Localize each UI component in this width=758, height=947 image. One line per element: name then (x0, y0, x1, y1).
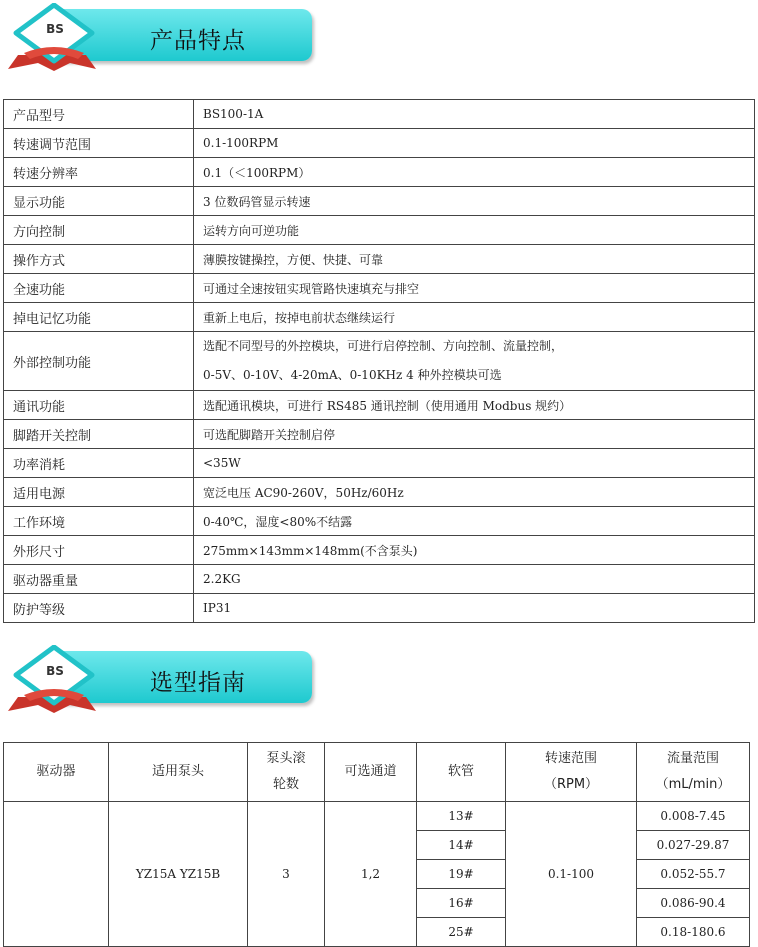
spec-key: 产品型号 (4, 100, 194, 129)
spec-value-line: 选配不同型号的外控模块，可进行启停控制、方向控制、流量控制， (203, 339, 564, 353)
channels-cell: 1,2 (325, 802, 417, 947)
spec-value: 运转方向可逆功能 (194, 216, 755, 245)
tube-cell: 13# (417, 802, 506, 831)
spec-value: 可选配脚踏开关控制启停 (194, 420, 755, 449)
spec-value: 0.1（＜100RPM） (194, 158, 755, 187)
flow-cell: 0.008-7.45 (637, 802, 750, 831)
tube-cell: 14# (417, 831, 506, 860)
table-row (4, 303, 755, 332)
spec-value: 可通过全速按钮实现管路快速填充与排空 (194, 274, 755, 303)
spec-key: 显示功能 (4, 187, 194, 216)
selection-table (3, 742, 750, 947)
speed-cell: 0.1-100 (506, 802, 637, 947)
spec-value: BS100-1A (194, 100, 755, 129)
spec-value: 重新上电后，按掉电前状态继续运行 (194, 303, 755, 332)
spec-key: 功率消耗 (4, 449, 194, 478)
flow-cell: 0.086-90.4 (637, 889, 750, 918)
header-driver: 驱动器 (4, 743, 109, 802)
header-line: 泵头滚 (266, 751, 306, 766)
spec-value: 0.1-100RPM (194, 129, 755, 158)
section-title: 产品特点 (150, 28, 246, 54)
table-row (4, 129, 755, 158)
spec-key: 通讯功能 (4, 391, 194, 420)
table-row (4, 536, 755, 565)
spec-value: 宽泛电压 AC90-260V，50Hz/60Hz (194, 478, 755, 507)
header-pump-head: 适用泵头 (109, 743, 248, 802)
spec-key: 驱动器重量 (4, 565, 194, 594)
bs-badge-icon (8, 645, 100, 717)
badge-label: BS (46, 664, 64, 678)
driver-cell (4, 802, 109, 947)
flow-cell: 0.18-180.6 (637, 918, 750, 947)
section-title: 选型指南 (150, 670, 246, 696)
spec-key: 全速功能 (4, 274, 194, 303)
spec-key: 掉电记忆功能 (4, 303, 194, 332)
flow-cell: 0.052-55.7 (637, 860, 750, 889)
badge-label: BS (46, 22, 64, 36)
spec-value: 薄膜按键操控，方便、快捷、可靠 (194, 245, 755, 274)
table-row (4, 245, 755, 274)
spec-value-line: 0-5V、0-10V、4-20mA、0-10KHz 4 种外控模块可选 (203, 368, 502, 382)
table-row (4, 332, 755, 391)
header-rollers (248, 743, 325, 802)
spec-key: 脚踏开关控制 (4, 420, 194, 449)
table-row (4, 802, 750, 831)
table-row (4, 216, 755, 245)
spec-key: 工作环境 (4, 507, 194, 536)
spec-key: 转速调节范围 (4, 129, 194, 158)
table-row (4, 158, 755, 187)
header-line: 轮数 (272, 777, 299, 792)
tube-cell: 25# (417, 918, 506, 947)
header-line: （mL/min） (655, 777, 731, 792)
spec-key: 外部控制功能 (4, 332, 194, 391)
spec-value: <35W (194, 449, 755, 478)
flow-cell: 0.027-29.87 (637, 831, 750, 860)
table-row (4, 391, 755, 420)
tube-cell: 19# (417, 860, 506, 889)
bs-badge-icon (8, 3, 100, 75)
spec-value (194, 332, 755, 391)
table-row (4, 449, 755, 478)
table-row (4, 187, 755, 216)
spec-value: 2.2KG (194, 565, 755, 594)
table-row (4, 507, 755, 536)
spec-key: 操作方式 (4, 245, 194, 274)
table-header-row (4, 743, 750, 802)
header-flow (637, 743, 750, 802)
header-line: （RPM） (543, 777, 599, 792)
table-row (4, 565, 755, 594)
header-line: 流量范围 (666, 751, 719, 766)
header-channels: 可选通道 (325, 743, 417, 802)
spec-value: 0-40℃，湿度<80%不结露 (194, 507, 755, 536)
spec-value: 3 位数码管显示转速 (194, 187, 755, 216)
rollers-cell: 3 (248, 802, 325, 947)
header-tubing: 软管 (417, 743, 506, 802)
spec-value: 选配通讯模块，可进行 RS485 通讯控制（使用通用 Modbus 规约） (194, 391, 755, 420)
section-header-selection (8, 645, 313, 717)
spec-value: 275mm×143mm×148mm(不含泵头) (194, 536, 755, 565)
spec-key: 外形尺寸 (4, 536, 194, 565)
spec-value: IP31 (194, 594, 755, 623)
header-speed (506, 743, 637, 802)
spec-key: 方向控制 (4, 216, 194, 245)
table-row (4, 100, 755, 129)
spec-key: 适用电源 (4, 478, 194, 507)
tube-cell: 16# (417, 889, 506, 918)
spec-key: 防护等级 (4, 594, 194, 623)
table-row (4, 274, 755, 303)
table-row (4, 478, 755, 507)
table-row (4, 420, 755, 449)
header-line: 转速范围 (544, 751, 597, 766)
spec-key: 转速分辨率 (4, 158, 194, 187)
pump-head-cell: YZ15A YZ15B (109, 802, 248, 947)
section-header-features (8, 3, 313, 75)
table-row (4, 594, 755, 623)
spec-table (3, 99, 755, 623)
